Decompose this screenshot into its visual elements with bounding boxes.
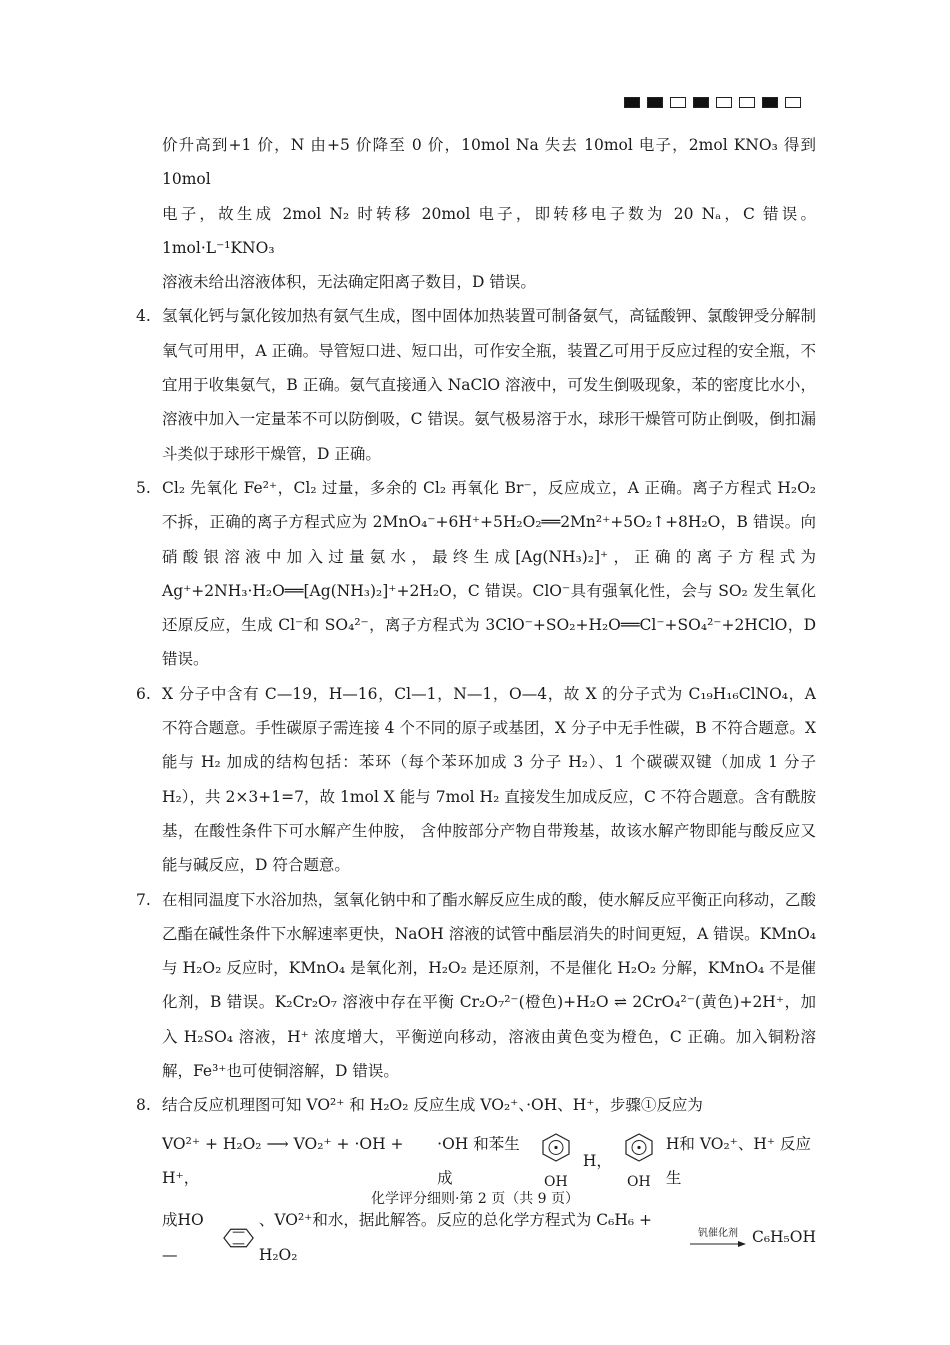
- benzene-radical-icon: [539, 1132, 573, 1162]
- page-mark: [693, 97, 709, 108]
- answer-number: 4.: [136, 307, 151, 326]
- answer-8: [136, 1088, 816, 1122]
- answer-5: [136, 471, 816, 677]
- radical-ring-structure: [539, 1132, 573, 1190]
- prev-line-2: 电子，故生成 2mol N₂ 时转移 20mol 电子，即转移电子数为 20 Nₐ，C 错误。1mol·L⁻¹KNO₃: [162, 204, 816, 257]
- catalyst-label: 钒催化剂: [697, 1227, 738, 1239]
- page-mark: [670, 97, 686, 108]
- page-mark: [785, 97, 801, 108]
- answer-number: 7.: [136, 890, 151, 909]
- page-mark: [624, 97, 640, 108]
- answer-text: 在相同温度下水浴加热，氢氧化钠中和了酯水解反应生成的酸，使水解反应平衡正向移动，乙酸乙酯在碱性条件下水解速率更快，NaOH 溶液的试管中酯层消失的时间更短，A 错误。KMnO₄ 与 H₂O₂ 反应时，KMnO₄ 是氧化剂，H₂O₂ 是还原剂，不是催化 H₂O₂ 分解，KMnO₄ 不是催化剂，B 错误。K₂Cr₂O₇ 溶液中存在平衡 Cr₂O₇²⁻(橙色)+H₂O ⇌ 2CrO₄²⁻(黄色)+2H⁺，加入 H₂SO₄ 溶液，H⁺ 浓度增大，平衡逆向移动，溶液由黄色变为橙色，C 正确。加入铜粉溶解，Fe³⁺也可使铜溶解，D 错误。: [162, 890, 816, 1081]
- answer-text: 氢氧化钙与氯化铵加热有氨气生成，图中固体加热装置可制备氨气，高锰酸钾、氯酸钾受分解制氧气可用甲，A 正确。导管短口进、短口出，可作安全瓶，装置乙可用于反应过程的安全瓶，不宜用于收集氨气，B 正确。氨气直接通入 NaClO 溶液中，可发生倒吸现象，苯的密度比水小，溶液中加入一定量苯不可以防倒吸，C 错误。氨气极易溶于水，球形干燥管可防止倒吸，倒扣漏斗类似于球形干燥管，D 正确。: [162, 307, 816, 463]
- reaction-continuation: H和 VO₂⁺、H⁺ 反应生: [665, 1134, 811, 1187]
- answer-text: 结合反应机理图可知 VO²⁺ 和 H₂O₂ 反应生成 VO₂⁺、·OH、H⁺，步骤①反应为: [162, 1096, 703, 1115]
- answer-7: [136, 883, 816, 1089]
- prev-line-1: 价升高到+1 价，N 由+5 价降至 0 价，10mol Na 失去 10mol 电子，2mol KNO₃ 得到 10mol: [162, 136, 816, 189]
- page-mark: [762, 97, 778, 108]
- prev-line-3: 溶液未给出溶液体积，无法确定阳离子数目，D 错误。: [162, 273, 536, 292]
- product-formula: C₆H₅OH: [751, 1228, 816, 1247]
- phenol-prefix: 成HO—: [162, 1211, 204, 1264]
- answer-number: 8.: [136, 1096, 151, 1115]
- page-mark: [716, 97, 732, 108]
- reaction-equation: VO²⁺ + H₂O₂ ⟶ VO₂⁺ + ·OH + H⁺，: [162, 1134, 404, 1187]
- benzene-radical-icon: [622, 1132, 656, 1162]
- answer-text: X 分子中含有 C—19，H—16，Cl—1，N—1，O—4，故 X 的分子式为 C₁₉H₁₆ClNO₄，A 不符合题意。手性碳原子需连接 4 个不同的原子或基团，X 分子中无手性碳，B 不符合题意。X 能与 H₂ 加成的结构包括：苯环（每个苯环加成 3 分子 H₂）、1 个碳碳双键（加成 1 分子 H₂），共 2×3+1=7，故 1mol X 能与 7mol H₂ 直接发生加成反应，C 不符合题意。含有酰胺基，在酸性条件下可水解产生仲胺， 含仲胺部分产物自带羧基，故该水解产物即能与酸反应又能与碱反应，D 符合题意。: [162, 684, 816, 875]
- answer-number: 5.: [136, 478, 151, 497]
- reaction-line: [162, 1127, 816, 1196]
- page-mark: [739, 97, 755, 108]
- answer-text: Cl₂ 先氧化 Fe²⁺，Cl₂ 过量，多余的 Cl₂ 再氧化 Br⁻，反应成立，A 正确。离子方程式 H₂O₂ 不拆，正确的离子方程式应为 2MnO₄⁻+6H⁺+5H₂O₂══2Mn²⁺+5O₂↑+8H₂O，B 错误。向硝酸银溶液中加入过量氨水，最终生成[Ag(NH₃)₂]⁺，正确的离子方程式为 Ag⁺+2NH₃·H₂O══[Ag(NH₃)₂]⁺+2H₂O，C 错误。ClO⁻具有强氧化性，会与 SO₂ 发生氧化还原反应，生成 Cl⁻和 SO₄²⁻，离子方程式为 3ClO⁻+SO₂+H₂O══Cl⁻+SO₄²⁻+2HClO，D 错误。: [162, 478, 816, 669]
- answer-4: [136, 299, 816, 470]
- benzene-ring-icon: [222, 1227, 255, 1249]
- reaction-description: ·OH 和苯生成: [437, 1134, 520, 1187]
- radical-ring-structure: [622, 1132, 656, 1190]
- page-mark: [647, 97, 663, 108]
- reaction-summary-line: [162, 1203, 816, 1272]
- hydrogen-label: H，: [582, 1151, 612, 1170]
- hydroxyl-label: OH: [627, 1174, 651, 1191]
- page-marks: [624, 97, 801, 108]
- document-body: [136, 128, 816, 1272]
- summary-text: 、VO²⁺和水，据此解答。反应的总化学方程式为 C₆H₆ + H₂O₂: [258, 1211, 652, 1264]
- catalyst-arrow: [690, 1228, 746, 1248]
- hydroxyl-label: OH: [544, 1174, 568, 1191]
- page-footer: 化学评分细则·第 2 页（共 9 页）: [370, 1191, 580, 1207]
- reaction-arrow-icon: [690, 1240, 746, 1248]
- answer-6: [136, 677, 816, 883]
- answer-number: 6.: [136, 684, 151, 703]
